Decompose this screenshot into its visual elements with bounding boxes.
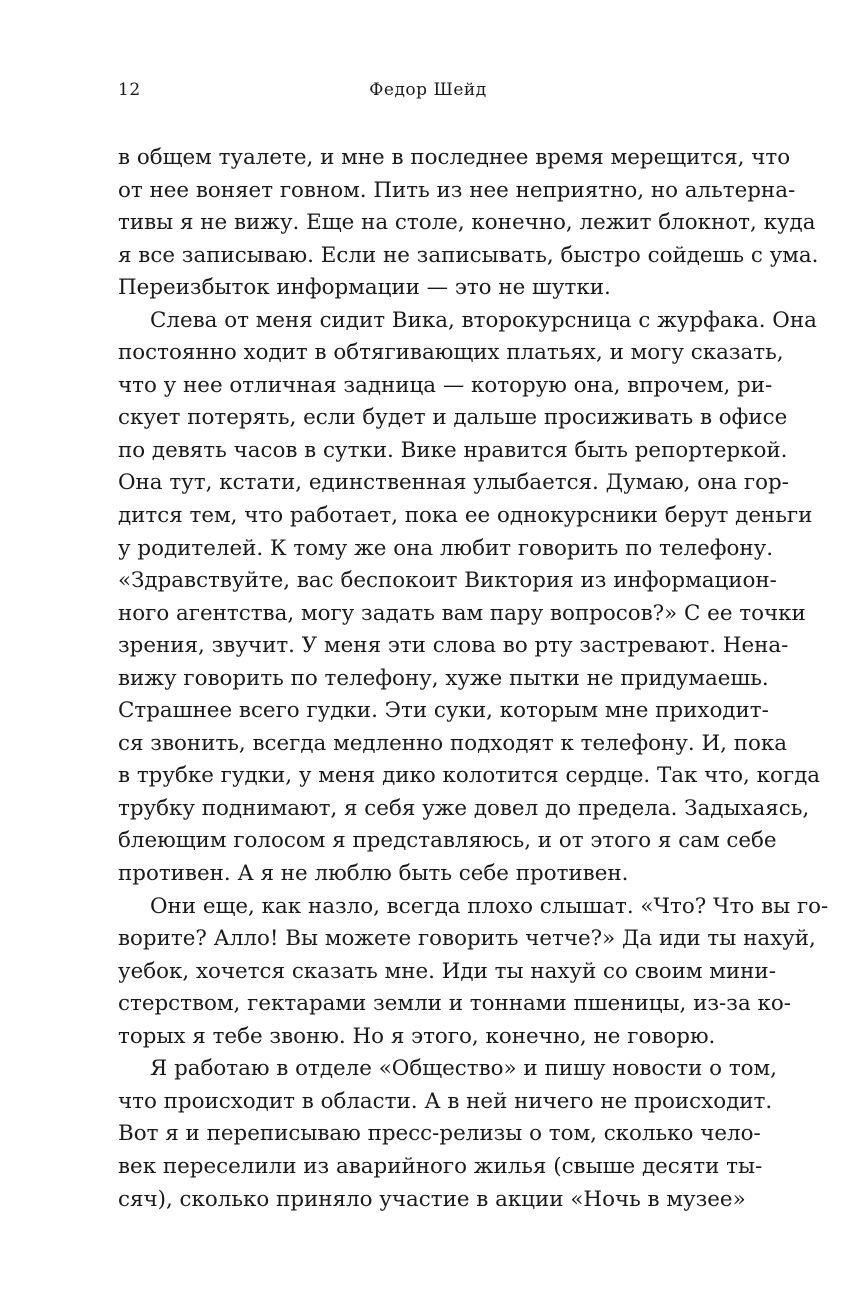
text-line: уебок, хочется сказать мне. Иди ты нахуй со своим мини- (118, 958, 776, 984)
text-line: дится тем, что работает, пока ее однокурсники берут деньги (118, 503, 813, 529)
text-line: в трубке гудки, у меня дико колотится сердце. Так что, когда (118, 763, 821, 789)
text-line: ворите? Алло! Вы можете говорить четче?» Да иди ты нахуй, (118, 926, 816, 952)
text-line: Я работаю в отделе «Общество» и пишу новости о том, (150, 1056, 777, 1082)
text-line: ного агентства, могу задать вам пару вопросов?» С ее точки (118, 600, 806, 626)
body-text (118, 142, 829, 1216)
text-line: противен. А я не люблю быть себе противен. (118, 861, 629, 887)
text-line: что происходит в области. А в ней ничего не происходит. (118, 1088, 773, 1114)
text-line: что у нее отличная задница — которую она, впрочем, ри- (118, 372, 773, 398)
text-line: Они еще, как назло, всегда плохо слышат. «Что? Что вы го- (150, 893, 829, 919)
text-line: по девять часов в сутки. Вике нравится быть репортеркой. (118, 437, 788, 463)
text-line: постоянно ходит в обтягивающих платьях, и могу сказать, (118, 340, 784, 366)
text-line: «Здравствуйте, вас беспокоит Виктория из информацион- (118, 568, 777, 594)
page-header (118, 80, 738, 108)
text-line: я все записываю. Если не записывать, быстро сойдешь с ума. (118, 242, 819, 268)
text-line: век переселили из аварийного жилья (свыше десяти ты- (118, 1153, 763, 1179)
text-line: в общем туалете, и мне в последнее время мерещится, что (118, 145, 791, 170)
text-line: от нее воняет говном. Пить из нее неприятно, но альтерна- (118, 177, 796, 203)
text-line: скует потерять, если будет и дальше просиживать в офисе (118, 405, 788, 431)
running-head-author: Федор Шейд (369, 80, 487, 100)
page-number: 12 (118, 80, 141, 100)
text-line: сяч), сколько приняло участие в акции «Ночь в музее» (118, 1186, 746, 1212)
text-line: тивы я не вижу. Еще на столе, конечно, лежит блокнот, куда (118, 210, 816, 236)
text-line: ся звонить, всегда медленно подходят к телефону. И, пока (118, 730, 788, 756)
text-line: Страшнее всего гудки. Эти суки, которым мне приходит- (118, 698, 769, 724)
text-line: вижу говорить по телефону, хуже пытки не придумаешь. (118, 665, 769, 691)
text-line: Слева от меня сидит Вика, второкурсница с журфака. Она (150, 307, 817, 333)
text-line: зрения, звучит. У меня эти слова во рту застревают. Нена- (118, 633, 789, 659)
text-line: у родителей. К тому же она любит говорить по телефону. (118, 535, 774, 561)
text-line: блеющим голосом я представляюсь, и от этого я сам себе (118, 828, 777, 854)
text-line: Переизбыток информации — это не шутки. (118, 275, 611, 301)
text-line: торых я тебе звоню. Но я этого, конечно, не говорю. (118, 1023, 716, 1049)
text-line: Вот я и переписываю пресс-релизы о том, сколько чело- (118, 1121, 761, 1147)
text-line: трубку поднимают, я себя уже довел до предела. Задыхаясь, (118, 795, 810, 821)
text-line: Она тут, кстати, единственная улыбается. Думаю, она гор- (118, 470, 789, 496)
text-line: стерством, гектарами земли и тоннами пшеницы, из-за ко- (118, 991, 791, 1017)
